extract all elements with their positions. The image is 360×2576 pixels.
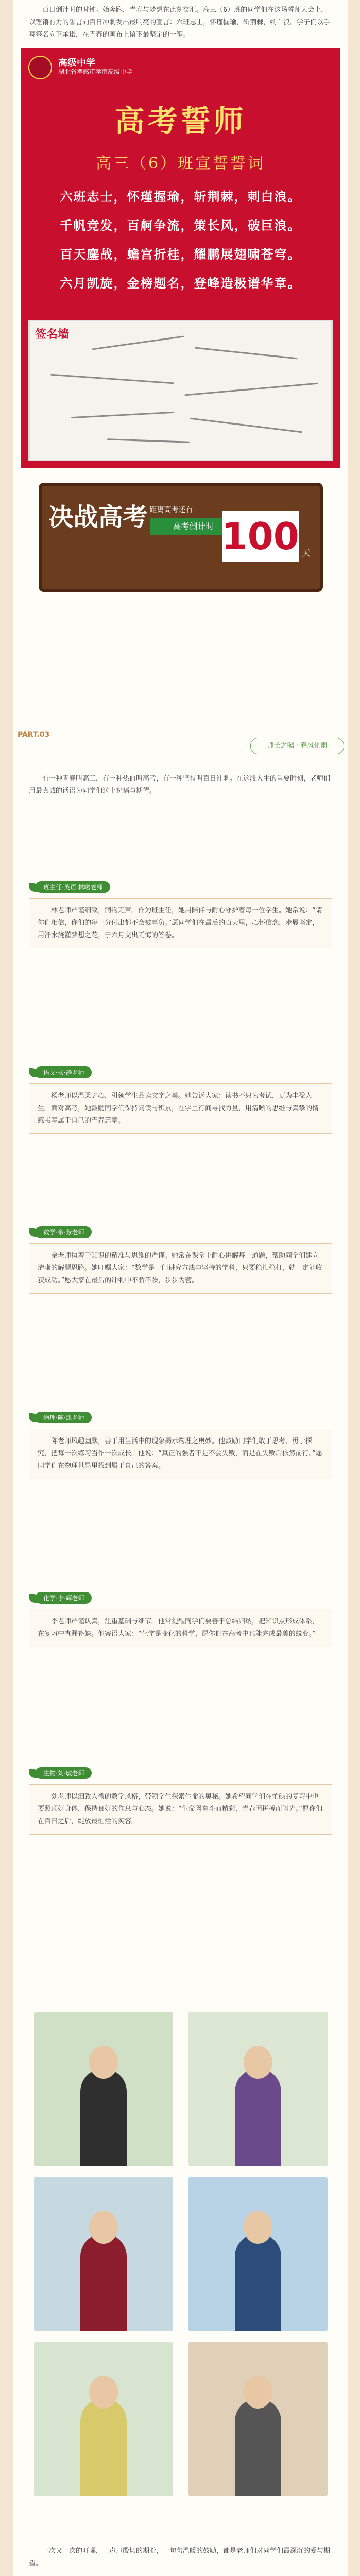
person-head bbox=[244, 2376, 272, 2409]
teacher-text: 陈老师风趣幽默，善于用生活中的现象揭示物理之奥妙。他鼓励同学们敢于思考、勇于探究，把每一次练习当作一次成长。他说：“真正的强者不是不会失败，而是在失败后依然前行。”愿同学们在物理世界里找到属于自己的答案。 bbox=[38, 1437, 322, 1470]
intro bbox=[13, 0, 348, 41]
oath-lines bbox=[21, 182, 340, 298]
lead-text: 有一种青春叫高三，有一种热血叫高考，有一种坚持叫百日冲刺。在这段人生的重要时刻，老师们用最真诚的话语为同学们送上祝福与期望。 bbox=[29, 775, 331, 795]
teacher-section bbox=[13, 1592, 348, 1647]
oath-line: 六月凯旋，金榜题名，登峰造极谱华章。 bbox=[60, 276, 301, 291]
person-figure bbox=[235, 2398, 281, 2496]
teacher-message bbox=[29, 1083, 332, 1134]
teacher-message bbox=[29, 1609, 332, 1647]
person-head bbox=[244, 2211, 272, 2244]
teacher-section bbox=[13, 1412, 348, 1479]
teacher-tag: 生物·刘·敏老师 bbox=[35, 1767, 92, 1779]
teacher-text: 李老师严谨认真，注重基础与细节。他常提醒同学们要善于总结归纳，把知识点形成体系，在复习中查漏补缺。他寄语大家：“化学是变化的科学，愿你们在高考中也能完成最美的蜕变。” bbox=[38, 1618, 319, 1638]
teacher-tag: 化学·李·辉老师 bbox=[35, 1592, 92, 1604]
teacher-photo bbox=[34, 2342, 173, 2496]
signature-scribble bbox=[50, 374, 174, 384]
teacher-tag: 班主任·英语·林曦老师 bbox=[35, 881, 110, 893]
countdown-caption: 距离高考还有 bbox=[149, 506, 193, 514]
teacher-text: 刘老师以细致入微的教学风格，带领学生探索生命的奥秘。她希望同学们在忙碌的复习中也要照顾好身体，保持良好的作息与心态。她说：“生命因奋斗而精彩，青春因拼搏而闪光。”愿你们在百日之后，绽放最灿烂的笑容。 bbox=[38, 1793, 322, 1825]
person-figure bbox=[80, 2069, 127, 2166]
signature-board bbox=[28, 320, 333, 461]
teacher-photo bbox=[188, 2012, 328, 2166]
article-page bbox=[13, 0, 348, 2576]
teacher-text: 余老师执着于知识的精准与思维的严谨。她常在课堂上耐心讲解每一道题，帮助同学们建立清晰的解题思路。她叮嘱大家：“数学是一门讲究方法与坚持的学科，只要稳扎稳打，就一定能收获成功。”愿大家在最后的冲刺中不骄不躁，步步为营。 bbox=[38, 1252, 322, 1284]
signature-scribble bbox=[184, 383, 318, 396]
teacher-tag-row bbox=[29, 881, 348, 893]
teacher-tag: 语文·杨·静老师 bbox=[35, 1066, 92, 1078]
lead-box bbox=[29, 773, 332, 798]
teacher-tag-row bbox=[29, 1226, 348, 1238]
teacher-photo bbox=[34, 2012, 173, 2166]
school-short: 高级中学 bbox=[58, 58, 95, 69]
school-full: 湖北省孝感市孝南高级中学 bbox=[58, 68, 133, 75]
countdown-board bbox=[39, 483, 323, 592]
teacher-tag-row bbox=[29, 1767, 348, 1779]
oath-line: 六班志士，怀瑾握瑜，斩荆棘，刺白浪。 bbox=[60, 189, 301, 204]
teacher-tag-row bbox=[29, 1412, 348, 1423]
person-head bbox=[244, 2046, 272, 2079]
teacher-section bbox=[13, 881, 348, 948]
teacher-message bbox=[29, 1243, 332, 1294]
teacher-section bbox=[13, 1066, 348, 1134]
person-head bbox=[89, 2376, 118, 2409]
signature-board-label: 签名墙 bbox=[35, 328, 70, 341]
teacher-section bbox=[13, 1767, 348, 1835]
teacher-message bbox=[29, 1784, 332, 1835]
teacher-photo bbox=[34, 2177, 173, 2331]
person-figure bbox=[235, 2069, 281, 2166]
person-figure bbox=[80, 2398, 127, 2496]
section-lead bbox=[13, 768, 348, 798]
teacher-text: 杨老师以温柔之心，引领学生品读文字之美。她告诉大家：读书不只为考试，更为丰盈人生。面对高考，她鼓励同学们保持阅读与积累，在字里行间寻找力量，用清晰的思维与真挚的情感书写属于自己的青春篇章。 bbox=[38, 1092, 319, 1125]
signature-scribble bbox=[107, 438, 190, 443]
teacher-section bbox=[13, 1226, 348, 1294]
countdown-strip: 高考倒计时 bbox=[150, 518, 237, 535]
part-label: PART.03 bbox=[18, 731, 50, 739]
oath-line: 千帆竞发，百舸争流，策长风，破巨浪。 bbox=[60, 218, 301, 233]
teacher-photo bbox=[188, 2342, 328, 2496]
banner-subtitle: 高三（6）班宣誓誓词 bbox=[95, 155, 266, 173]
banner-header bbox=[21, 48, 340, 79]
part-pill: 师长之嘱 · 春风化雨 bbox=[250, 738, 344, 754]
signature-scribble bbox=[71, 412, 174, 418]
closing-text: 一次又一次的叮嘱，一声声殷切的期盼，一句句温暖的鼓励，都是老师们对同学们最深沉的爱与期望。 bbox=[29, 2547, 331, 2567]
teacher-photo bbox=[188, 2177, 328, 2331]
banner-title: 高考誓师 bbox=[114, 104, 247, 139]
teacher-tag-row bbox=[29, 1066, 348, 1078]
teacher-message bbox=[29, 898, 332, 948]
signature-scribble bbox=[92, 335, 184, 350]
countdown-unit: 天 bbox=[302, 548, 311, 558]
closing-paragraph bbox=[29, 2545, 333, 2570]
countdown-number: 100 bbox=[222, 511, 299, 562]
person-head bbox=[89, 2046, 118, 2079]
teacher-tag: 数学·余·芳老师 bbox=[35, 1226, 92, 1238]
signature-scribble bbox=[195, 347, 297, 360]
teacher-text: 林老师严谨细致，润物无声。作为班主任，她用陪伴与耐心守护着每一位学生。她常说：“请你们相信，你们的每一分付出都不会被辜负。”愿同学们在最后的百天里，心怀信念，步履坚定，用汗水浇灌梦想之花，于六月交出无悔的答卷。 bbox=[38, 907, 322, 939]
person-figure bbox=[235, 2233, 281, 2331]
intro-text: 百日倒计时的时钟开始奔跑，青春与梦想在此刻交汇。高三（6）班的同学们在这场誓师大会上，以铿锵有力的誓言向百日冲刺发出最响亮的宣言：六班志士，怀瑾握瑜，斩荆棘，刺白浪。学子们以手写签名立下承诺，在青春的画布上留下最坚定的一笔。 bbox=[29, 6, 331, 39]
oath-line: 百天鏖战，蟾宫折桂，耀鹏展翅啸苍穹。 bbox=[60, 247, 301, 262]
teacher-tag: 物理·陈·凯老师 bbox=[35, 1412, 92, 1423]
teacher-tag-row bbox=[29, 1592, 348, 1604]
signature-scribble bbox=[190, 418, 303, 433]
person-head bbox=[89, 2211, 118, 2244]
teacher-message bbox=[29, 1429, 332, 1479]
pledge-banner bbox=[21, 48, 340, 468]
countdown-slogan: 决战高考 bbox=[48, 503, 148, 532]
person-figure bbox=[80, 2233, 127, 2331]
school-name bbox=[58, 59, 132, 76]
school-seal-icon bbox=[28, 56, 52, 79]
